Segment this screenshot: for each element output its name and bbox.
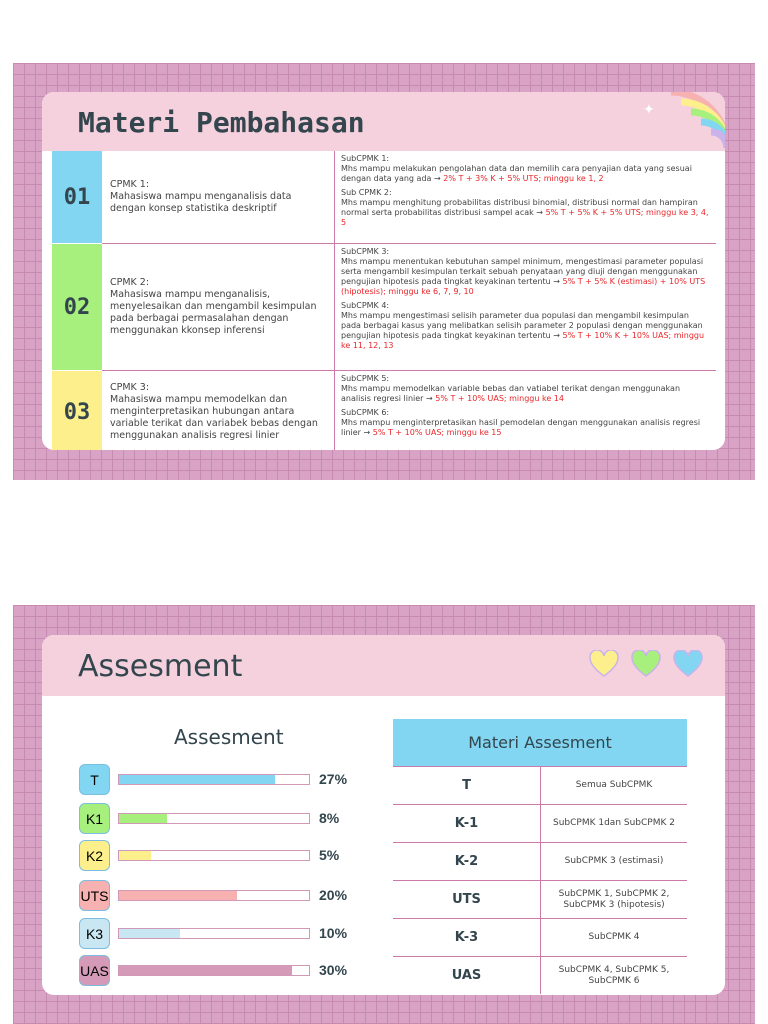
assesment-row bbox=[79, 803, 379, 835]
table-cell-materi: SubCPMK 3 (estimasi) bbox=[540, 843, 687, 880]
subcpmk-text: Mhs mampu mengestimasi selisih parameter dua populasi dan mengambil kesimpulan pada berbagai kasus yang melibatkan selisih parameter 2 populasi dengan menggunakan pengujian hipotesis pada tingkat keyakinan tertentu → bbox=[341, 311, 703, 340]
slide-assesment bbox=[13, 605, 755, 1024]
assesment-code-badge: UAS bbox=[79, 955, 110, 986]
cpmk-title: CPMK 3: bbox=[110, 382, 150, 393]
progress-bar bbox=[118, 965, 310, 976]
progress-bar bbox=[118, 928, 310, 939]
content-card bbox=[42, 92, 725, 450]
progress-bar bbox=[118, 813, 310, 824]
subcpmk-text: Mhs mampu melakukan pengolahan data dan memilih cara penyajian data yang sesuai dengan data yang ada → bbox=[341, 164, 692, 183]
subcpmk-cell bbox=[334, 371, 716, 450]
subcpmk-text: Mhs mampu menghitung probabilitas distribusi binomial, distribusi normal dan hampiran normal serta probabilitas distribusi sampel acak → bbox=[341, 198, 698, 217]
slide-materi-pembahasan bbox=[13, 63, 755, 480]
progress-bar-fill bbox=[119, 851, 151, 860]
assesment-code-badge: UTS bbox=[79, 880, 110, 911]
percentage-label: 10% bbox=[319, 925, 348, 941]
assesment-row bbox=[79, 880, 379, 912]
table-row bbox=[393, 918, 687, 956]
percentage-label: 5% bbox=[319, 847, 340, 863]
progress-bar bbox=[118, 774, 310, 785]
page-title: Assesment bbox=[78, 649, 243, 684]
subcpmk-weight: 5% T + 5% K (estimasi) + 10% UTS (hipotesis); minggu ke 6, 7, 9, 10 bbox=[341, 277, 706, 296]
subcpmk-label: SubCPMK 1: bbox=[341, 154, 390, 163]
assesment-row bbox=[79, 840, 379, 872]
subcpmk-label: SubCPMK 5: bbox=[341, 374, 390, 383]
cpmk-cell bbox=[102, 371, 334, 450]
subcpmk-weight: 5% T + 5% K + 5% UTS; minggu ke 3, 4, 5 bbox=[341, 208, 709, 227]
subcpmk-item bbox=[341, 408, 710, 438]
subcpmk-item bbox=[341, 188, 710, 228]
materi-row-3 bbox=[52, 371, 716, 450]
subcpmk-item bbox=[341, 374, 710, 404]
percentage-label: 20% bbox=[319, 887, 348, 903]
card-header bbox=[42, 92, 725, 151]
subcpmk-text: Mhs mampu menginterpretasikan hasil pemodelan dengan menggunakan analisis regresi linier → bbox=[341, 418, 701, 437]
row-number-badge: 03 bbox=[52, 371, 102, 450]
progress-bar-fill bbox=[119, 929, 180, 938]
materi-row-1 bbox=[52, 151, 716, 243]
subcpmk-cell bbox=[334, 244, 716, 370]
assesment-code-badge: T bbox=[79, 764, 110, 795]
table-row bbox=[393, 766, 687, 804]
table-cell-code: K-2 bbox=[454, 854, 479, 869]
table-cell-materi: SubCPMK 4 bbox=[540, 919, 687, 956]
assesment-chart-title: Assesment bbox=[174, 725, 284, 749]
table-cell-materi: SubCPMK 1, SubCPMK 2, SubCPMK 3 (hipotesis) bbox=[540, 881, 687, 918]
table-header: Materi Assesment bbox=[393, 719, 687, 766]
cpmk-title: CPMK 1: bbox=[110, 179, 150, 190]
assesment-row bbox=[79, 918, 379, 950]
rainbow-icon bbox=[657, 92, 725, 152]
subcpmk-label: SubCPMK 3: bbox=[341, 247, 390, 256]
assesment-code-badge: K2 bbox=[79, 840, 110, 871]
subcpmk-item bbox=[341, 247, 710, 297]
table-cell-code: T bbox=[462, 778, 471, 793]
subcpmk-cell bbox=[334, 151, 716, 243]
subcpmk-text: Mhs mampu memodelkan variable bebas dan vatiabel terikat dengan menggunakan analisis regresi linier → bbox=[341, 384, 681, 403]
table-cell-code: UTS bbox=[452, 892, 481, 907]
card-header bbox=[42, 635, 725, 696]
subcpmk-label: SubCPMK 6: bbox=[341, 408, 390, 417]
subcpmk-item bbox=[341, 301, 710, 351]
progress-bar bbox=[118, 890, 310, 901]
table-row bbox=[393, 880, 687, 918]
progress-bar-fill bbox=[119, 775, 275, 784]
cpmk-cell bbox=[102, 244, 334, 370]
assesment-row bbox=[79, 764, 379, 796]
progress-bar-fill bbox=[119, 891, 237, 900]
assesment-code-badge: K3 bbox=[79, 918, 110, 949]
page-title: Materi Pembahasan bbox=[78, 106, 365, 139]
assesment-row bbox=[79, 955, 379, 987]
sparkle-icon: ✦ bbox=[643, 102, 655, 118]
table-cell-materi: Semua SubCPMK bbox=[540, 767, 687, 804]
progress-bar-fill bbox=[119, 814, 167, 823]
table-row bbox=[393, 956, 687, 994]
cpmk-description: Mahasiswa mampu menganalisis data dengan konsep statistika deskriptif bbox=[110, 191, 292, 214]
table-cell-code: UAS bbox=[451, 968, 482, 983]
table-row bbox=[393, 842, 687, 880]
progress-bar-fill bbox=[119, 966, 292, 975]
percentage-label: 30% bbox=[319, 962, 348, 978]
materi-row-2 bbox=[52, 244, 716, 370]
table-row bbox=[393, 804, 687, 842]
cpmk-description: Mahasiswa mampu menganalisis, menyelesaikan dan mengambil kesimpulan pada berbagai permasalahan dengan menggunakan kkonsep inferensi bbox=[110, 289, 317, 336]
subcpmk-weight: 2% T + 3% K + 5% UTS; minggu ke 1, 2 bbox=[443, 174, 604, 183]
row-number-badge: 01 bbox=[52, 151, 102, 243]
progress-bar bbox=[118, 850, 310, 861]
cpmk-cell bbox=[102, 151, 334, 243]
subcpmk-item bbox=[341, 154, 710, 184]
materi-assesment-table bbox=[393, 719, 687, 994]
table-cell-code: K-3 bbox=[454, 930, 479, 945]
row-number-badge: 02 bbox=[52, 244, 102, 370]
table-cell-materi: SubCPMK 1dan SubCPMK 2 bbox=[540, 805, 687, 842]
hearts-icon bbox=[589, 650, 703, 680]
table-cell-code: K-1 bbox=[454, 816, 479, 831]
assesment-code-badge: K1 bbox=[79, 803, 110, 834]
content-card bbox=[42, 635, 725, 995]
table-cell-materi: SubCPMK 4, SubCPMK 5, SubCPMK 6 bbox=[540, 957, 687, 994]
subcpmk-weight: 5% T + 10% UAS; minggu ke 15 bbox=[372, 428, 502, 437]
subcpmk-weight: 5% T + 10% K + 10% UAS; minggu ke 11, 12, 13 bbox=[341, 331, 705, 350]
percentage-label: 27% bbox=[319, 771, 348, 787]
subcpmk-label: Sub CPMK 2: bbox=[341, 188, 392, 197]
cpmk-description: Mahasiswa mampu memodelkan dan menginterpretasikan hubungan antara variable terikat dan variabek bebas dengan menggunakan analisis regresi linier bbox=[110, 394, 318, 441]
subcpmk-weight: 5% T + 10% UAS; minggu ke 14 bbox=[435, 394, 564, 403]
subcpmk-label: SubCPMK 4: bbox=[341, 301, 390, 310]
subcpmk-text: Mhs mampu menentukan kebutuhan sampel minimum, mengestimasi parameter populasi serta mengambil kesimpulan terkait sebuah penyataan yang diuji dengan menggunakan pengujian hipotesis pada tingkat keyakinan tertentu → bbox=[341, 257, 704, 286]
percentage-label: 8% bbox=[319, 810, 340, 826]
cpmk-title: CPMK 2: bbox=[110, 277, 150, 288]
